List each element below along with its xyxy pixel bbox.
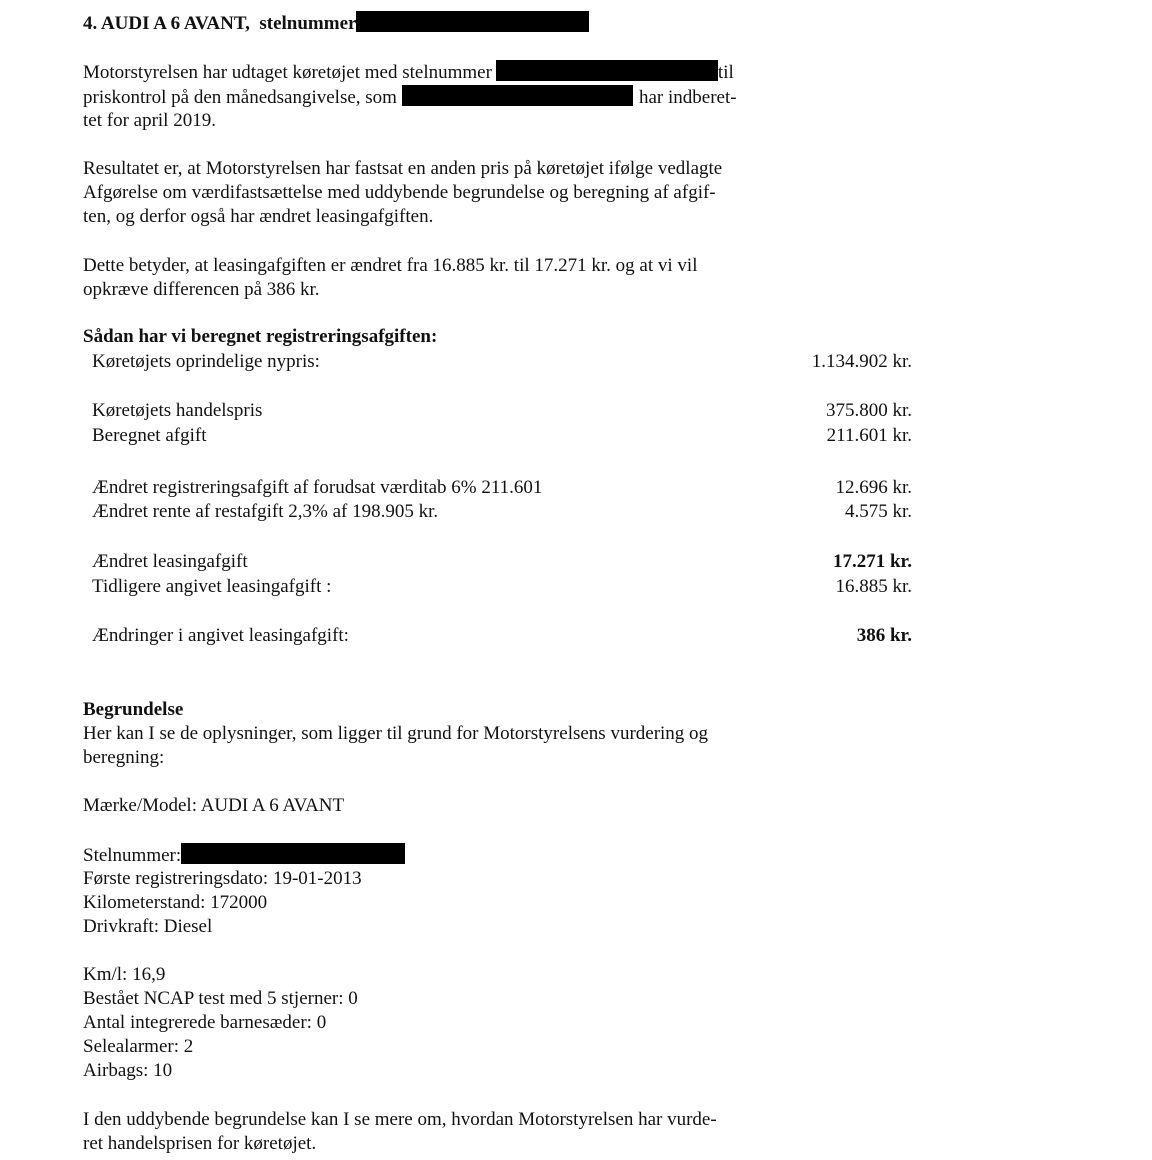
calc-label: Ændret leasingafgift xyxy=(92,551,248,572)
calc-value: 12.696 kr. xyxy=(835,477,912,498)
begrundelse-line2: beregning: xyxy=(83,747,165,768)
calc-label: Tidligere angivet leasingafgift : xyxy=(92,576,332,597)
calc-label: Beregnet afgift xyxy=(92,425,207,446)
first-reg-line: Første registreringsdato: 19-01-2013 xyxy=(83,868,362,889)
para1-line1 xyxy=(83,60,734,85)
stelnummer-label: Stelnummer: xyxy=(83,845,182,866)
para1-text: til xyxy=(717,62,734,83)
para1-text: har indberet- xyxy=(638,87,737,108)
redaction-bar xyxy=(181,843,405,864)
begrundelse-heading: Begrundelse xyxy=(83,699,184,720)
fuel-line: Drivkraft: Diesel xyxy=(83,916,213,937)
calc-value: 1.134.902 kr. xyxy=(811,351,912,372)
kml-line: Km/l: 16,9 xyxy=(83,964,166,985)
heading-title: 4. AUDI A 6 AVANT, xyxy=(83,13,250,34)
calc-row xyxy=(92,500,912,524)
belts-line: Selealarmer: 2 xyxy=(83,1036,194,1057)
stelnummer-line xyxy=(83,843,405,868)
ncap-line: Bestået NCAP test med 5 stjerner: 0 xyxy=(83,988,358,1009)
calc-row xyxy=(92,476,912,500)
para1-text: Motorstyrelsen har udtaget køretøjet med stelnummer xyxy=(83,62,492,83)
calc-row xyxy=(92,550,912,574)
para3-line2: opkræve differencen på 386 kr. xyxy=(83,279,320,300)
para2-line3: ten, og derfor også har ændret leasingafgiften. xyxy=(83,206,434,227)
km-line: Kilometerstand: 172000 xyxy=(83,892,268,913)
calc-label: Køretøjets handelspris xyxy=(92,400,263,421)
calc-row xyxy=(92,424,912,448)
airbags-line: Airbags: 10 xyxy=(83,1060,173,1081)
calc-heading: Sådan har vi beregnet registreringsafgiften: xyxy=(83,326,438,347)
seats-line: Antal integrerede barnesæder: 0 xyxy=(83,1012,327,1033)
calc-value: 4.575 kr. xyxy=(844,501,912,522)
calc-label: Ændret rente af restafgift 2,3% af 198.905 kr. xyxy=(92,501,439,522)
calc-value: 17.271 kr. xyxy=(832,551,912,572)
calc-row xyxy=(92,624,912,648)
heading-stel-label: stelnummer xyxy=(259,13,357,34)
section-heading xyxy=(83,11,589,36)
closing-line2: ret handelsprisen for køretøjet. xyxy=(83,1133,317,1154)
para2-line2: Afgørelse om værdifastsættelse med uddybende begrundelse og beregning af afgif- xyxy=(83,182,716,203)
calc-row xyxy=(92,575,912,599)
calc-value: 386 kr. xyxy=(856,625,912,646)
model-line: Mærke/Model: AUDI A 6 AVANT xyxy=(83,795,345,816)
para1-line2 xyxy=(83,85,737,110)
redaction-bar xyxy=(356,11,589,32)
calc-row xyxy=(92,350,912,374)
para3-line1: Dette betyder, at leasingafgiften er ændret fra 16.885 kr. til 17.271 kr. og at vi vil xyxy=(83,255,698,276)
calc-row xyxy=(92,399,912,423)
para1-text: priskontrol på den månedsangivelse, som xyxy=(83,87,397,108)
calc-label: Ændret registreringsafgift af forudsat værditab 6% 211.601 xyxy=(92,477,543,498)
para2-line1: Resultatet er, at Motorstyrelsen har fastsat en anden pris på køretøjet ifølge vedlagte xyxy=(83,158,723,179)
begrundelse-line1: Her kan I se de oplysninger, som ligger til grund for Motorstyrelsens vurdering og xyxy=(83,723,709,744)
calc-value: 211.601 kr. xyxy=(826,425,912,446)
closing-line1: I den uddybende begrundelse kan I se mere om, hvordan Motorstyrelsen har vurde- xyxy=(83,1109,717,1130)
para1-line3: tet for april 2019. xyxy=(83,110,216,131)
redaction-bar xyxy=(402,85,633,106)
calc-label: Køretøjets oprindelige nypris: xyxy=(92,351,320,372)
calc-value: 375.800 kr. xyxy=(825,400,912,421)
redaction-bar xyxy=(496,60,718,81)
calc-value: 16.885 kr. xyxy=(835,576,912,597)
calc-label: Ændringer i angivet leasingafgift: xyxy=(92,625,349,646)
